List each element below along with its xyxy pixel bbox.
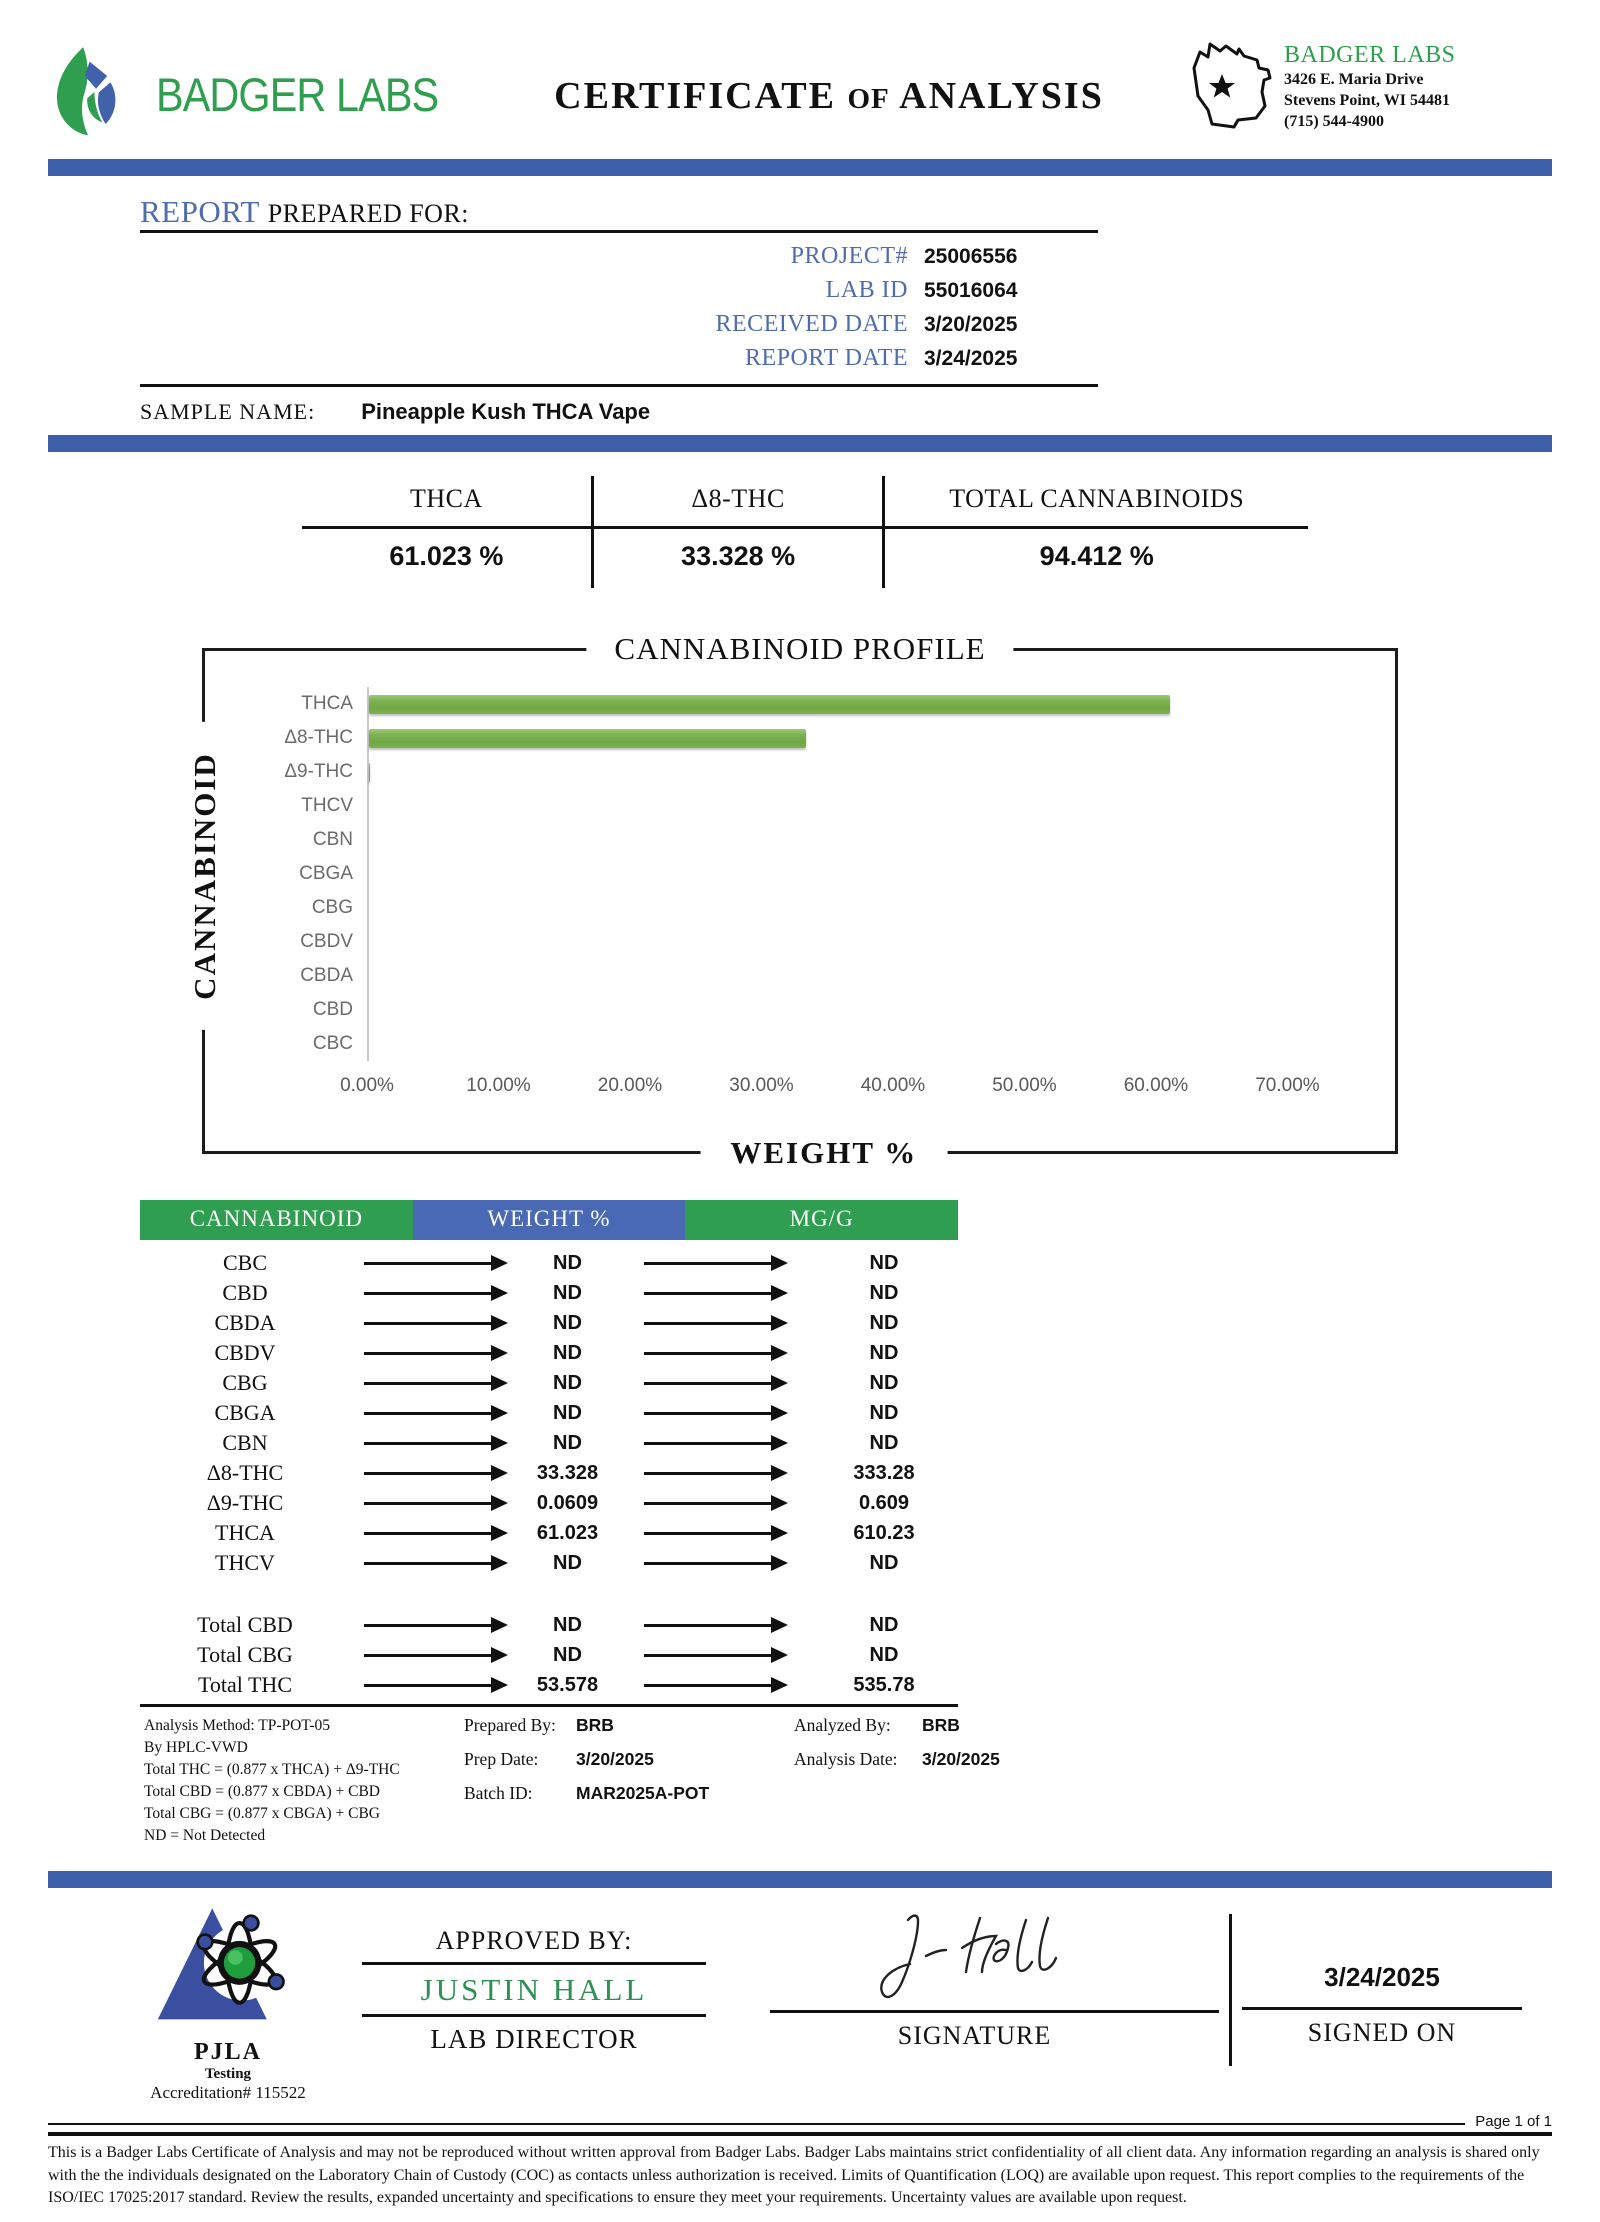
cannabinoid-name: CBN [222, 1430, 268, 1455]
mgg-value: ND [869, 1371, 899, 1394]
potency-summary [302, 476, 1308, 588]
chart-bar-area [367, 959, 1369, 993]
arrow-icon [644, 1562, 784, 1565]
cannabinoid-name: Δ8-THC [206, 1460, 284, 1485]
chart-tick-label: 60.00% [1123, 1075, 1189, 1096]
lab-id-label: LAB ID [825, 277, 908, 303]
brand-wordmark: BADGER LABS [156, 68, 439, 121]
chart-row [213, 823, 1369, 857]
pjla-accreditation-block [108, 1900, 348, 2103]
chart-bar-area [367, 891, 1369, 925]
table-header [140, 1200, 958, 1240]
table-row [140, 1428, 958, 1458]
weight-value: ND [553, 1551, 582, 1574]
arrow-icon [644, 1654, 784, 1657]
signed-date: 3/24/2025 [1324, 1962, 1440, 1992]
mgg-value: ND [869, 1643, 899, 1666]
weight-value: ND [553, 1613, 582, 1636]
arrow-icon [644, 1322, 784, 1325]
chart-bar [369, 729, 806, 748]
arrow-icon [644, 1502, 784, 1505]
document-title [478, 74, 1180, 118]
col-header-weight: WEIGHT % [413, 1200, 686, 1240]
divider-bar-bottom [48, 1871, 1552, 1888]
title-certificate: CERTIFICATE [554, 75, 836, 117]
mgg-value: 0.609 [858, 1491, 910, 1514]
weight-value: ND [553, 1311, 582, 1334]
prepared-by-label: Prepared By: [464, 1715, 556, 1735]
cannabinoid-name: CBD [222, 1280, 268, 1305]
arrow-icon [364, 1442, 504, 1445]
chart-bar-area [367, 857, 1369, 891]
table-row [140, 1640, 958, 1670]
cannabinoid-name: Total CBG [197, 1642, 293, 1667]
table-row [140, 1308, 958, 1338]
chart-bar-area [367, 993, 1369, 1027]
lab-phone: (715) 544-4900 [1284, 113, 1384, 131]
table-row [140, 1670, 958, 1700]
chart-plot [213, 687, 1369, 1061]
table-row [140, 1338, 958, 1368]
report-fields [140, 243, 1098, 372]
arrow-icon [364, 1532, 504, 1535]
summary-thca-label: THCA [302, 476, 594, 529]
weight-value: 33.328 [536, 1461, 599, 1484]
arrow-icon [364, 1262, 504, 1265]
weight-value: 61.023 [536, 1521, 599, 1544]
summary-total-value: 94.412 % [1039, 541, 1154, 571]
chart-category-label: CBN [312, 829, 353, 850]
table-row [140, 1488, 958, 1518]
weight-value: 53.578 [536, 1673, 599, 1696]
chart-bar-area [367, 823, 1369, 857]
chart-category-label: CBD [312, 999, 353, 1020]
analyzed-by-value: BRB [922, 1715, 960, 1735]
table-row [140, 1398, 958, 1428]
prepared-by-value: BRB [576, 1715, 614, 1735]
cannabinoid-name: THCA [215, 1520, 275, 1545]
method-line: Analysis Method: TP-POT-05 [144, 1717, 331, 1734]
weight-value: ND [553, 1341, 582, 1364]
weight-value: ND [553, 1643, 582, 1666]
pjla-logo-icon [149, 2019, 307, 2036]
lab-address-2: Stevens Point, WI 54481 [1284, 92, 1450, 110]
arrow-icon [364, 1382, 504, 1385]
chart-category-label: CBC [312, 1033, 353, 1054]
received-date-value: 3/20/2025 [924, 313, 1018, 336]
arrow-icon [644, 1352, 784, 1355]
sample-name-row [140, 399, 1098, 425]
lab-contact-block [1180, 26, 1552, 139]
chart-bar-area [367, 1027, 1369, 1061]
badger-labs-brand [48, 26, 478, 149]
report-section-title [140, 194, 1098, 230]
chart-row [213, 721, 1369, 755]
table-row [140, 1518, 958, 1548]
arrow-icon [364, 1562, 504, 1565]
received-date-label: RECEIVED DATE [715, 311, 908, 337]
chart-tick-label: 10.00% [466, 1075, 531, 1096]
report-date-label: REPORT DATE [745, 345, 908, 371]
chart-x-axis-label: WEIGHT % [700, 1135, 947, 1171]
weight-value: ND [553, 1431, 582, 1454]
arrow-icon [644, 1532, 784, 1535]
chart-category-label: THCA [301, 693, 353, 714]
table-row [140, 1368, 958, 1398]
table-bottom-rule [140, 1704, 958, 1707]
cannabinoid-name: CBDA [214, 1310, 276, 1335]
mgg-value: 535.78 [853, 1673, 915, 1696]
summary-d8thc-label: Δ8-THC [594, 476, 886, 529]
chart-category-label: CBG [311, 897, 353, 918]
cannabinoid-profile-chart [187, 631, 1398, 1170]
chart-category-label: CBDV [300, 931, 353, 952]
method-line: Total CBD = (0.877 x CBDA) + CBD [144, 1783, 380, 1800]
cannabinoid-name: CBG [222, 1370, 268, 1395]
cannabinoid-name: Total CBD [197, 1612, 293, 1637]
pjla-accreditation-number: Accreditation# 115522 [150, 2083, 306, 2102]
cannabinoid-name: CBGA [214, 1400, 276, 1425]
chart-category-label: Δ9-THC [284, 761, 353, 782]
chart-tick-label: 20.00% [597, 1075, 663, 1096]
batch-id-label: Batch ID: [464, 1783, 533, 1803]
prep-date-label: Prep Date: [464, 1749, 539, 1769]
chart-tick-label: 0.00% [340, 1075, 394, 1096]
cannabinoid-name: Total THC [198, 1672, 292, 1697]
chart-row [213, 925, 1369, 959]
chart-bar-area [367, 789, 1369, 823]
project-number-label: PROJECT# [790, 243, 908, 269]
report-rule-bottom [140, 384, 1098, 387]
signature-label: SIGNATURE [897, 2021, 1052, 2050]
weight-value: ND [553, 1251, 582, 1274]
arrow-icon [364, 1292, 504, 1295]
chart-row [213, 891, 1369, 925]
analysis-date-value: 3/20/2025 [922, 1749, 1000, 1769]
sample-name-label: SAMPLE NAME: [140, 399, 316, 424]
mgg-value: ND [869, 1311, 899, 1334]
table-row [140, 1278, 958, 1308]
chart-y-axis-label: CANNABINOID [187, 722, 223, 1030]
chart-row [213, 755, 1369, 789]
chart-row [213, 959, 1369, 993]
arrow-icon [364, 1654, 504, 1657]
chart-row [213, 1027, 1369, 1061]
cannabinoid-name: Δ9-THC [206, 1490, 284, 1515]
table-spacer [140, 1578, 958, 1610]
arrow-icon [364, 1352, 504, 1355]
approver-name: JUSTIN HALL [420, 1972, 648, 2007]
mgg-value: ND [869, 1613, 899, 1636]
disclaimer-text: This is a Badger Labs Certificate of Analysis and may not be reproduced without written approval from Badger Labs. Badger Labs maintains strict confidentiality of all client data. Any information regarding an analysis is shared only with the the individuals designated on the Laboratory Chain of Custody (COC) as contacts unless authorization is received. Limits of Quantification (LOQ) are available upon request. This report complies to the requirements of the ISO/IEC 17025:2017 standard. Review the results, expanded uncertainty and specifications to ensure they meet your requirements. Uncertainty values are available upon request. [48, 2144, 1540, 2207]
arrow-icon [364, 1472, 504, 1475]
arrow-icon [364, 1322, 504, 1325]
lab-name: BADGER LABS [1284, 42, 1456, 68]
chart-bar [369, 695, 1170, 714]
arrow-icon [364, 1684, 504, 1687]
chart-category-label: CBDA [300, 965, 353, 986]
mgg-value: ND [869, 1251, 899, 1274]
arrow-icon [364, 1412, 504, 1415]
cannabinoid-name: CBDV [214, 1340, 276, 1365]
prep-date-value: 3/20/2025 [576, 1749, 654, 1769]
summary-total-label: TOTAL CANNABINOIDS [885, 476, 1308, 529]
project-number-value: 25006556 [924, 245, 1018, 268]
mgg-value: ND [869, 1401, 899, 1424]
analyzed-block [794, 1715, 1000, 1783]
chart-row [213, 993, 1369, 1027]
report-rule-top [140, 230, 1098, 233]
method-line: By HPLC-VWD [144, 1739, 248, 1756]
chart-bar-area [367, 925, 1369, 959]
report-info-section [140, 194, 1098, 425]
summary-d8thc-value: 33.328 % [594, 529, 886, 588]
weight-value: 0.0609 [536, 1491, 599, 1514]
signature-image [720, 1904, 1229, 2010]
lab-address-1: 3426 E. Maria Drive [1284, 71, 1424, 88]
cannabinoid-name: CBC [222, 1250, 268, 1275]
mgg-value: ND [869, 1551, 899, 1574]
mgg-value: 610.23 [853, 1521, 915, 1544]
footer-thick-rule [48, 2132, 1552, 2136]
prepared-for-label: PREPARED FOR: [267, 199, 470, 228]
sample-name-value: Pineapple Kush THCA Vape [361, 399, 651, 424]
signed-on-block [1232, 1900, 1532, 2048]
title-of: OF [847, 83, 890, 115]
approved-by-label: APPROVED BY: [435, 1926, 633, 1955]
divider-bar-second [48, 435, 1552, 452]
analysis-date-label: Analysis Date: [794, 1749, 898, 1769]
pjla-name: PJLA [194, 2039, 262, 2065]
arrow-icon [644, 1382, 784, 1385]
chart-bar-area [367, 721, 1369, 755]
chart-bar [369, 763, 370, 782]
summary-thca-value: 61.023 % [302, 529, 594, 588]
title-analysis: ANALYSIS [899, 75, 1104, 117]
chart-tick-label: 70.00% [1255, 1075, 1320, 1096]
chart-tick-label: 30.00% [729, 1075, 794, 1096]
page-number: Page 1 of 1 [1475, 2113, 1552, 2130]
chart-bar-area [367, 755, 1369, 789]
table-body [140, 1240, 958, 1700]
approver-title: LAB DIRECTOR [430, 2024, 638, 2054]
col-header-mgg: MG/G [685, 1200, 958, 1240]
approved-by-block [348, 1926, 720, 2055]
arrow-icon [364, 1502, 504, 1505]
arrow-icon [364, 1624, 504, 1627]
cannabinoid-name: THCV [215, 1550, 275, 1575]
method-line: ND = Not Detected [144, 1827, 266, 1844]
signed-on-label: SIGNED ON [1307, 2018, 1457, 2047]
batch-id-value: MAR2025A-POT [576, 1783, 710, 1803]
wisconsin-map-icon [1180, 34, 1280, 139]
chart-bar-area [367, 687, 1369, 721]
pjla-testing-label: Testing [204, 2066, 252, 2082]
chart-title: CANNABINOID PROFILE [586, 631, 1013, 667]
table-row [140, 1248, 958, 1278]
col-header-cannabinoid: CANNABINOID [140, 1200, 413, 1240]
weight-value: ND [553, 1401, 582, 1424]
prepared-block [464, 1715, 729, 1817]
analysis-notes [144, 1715, 1552, 1847]
arrow-icon [644, 1624, 784, 1627]
badger-labs-leaf-icon [48, 40, 144, 149]
chart-tick-label: 50.00% [992, 1075, 1057, 1096]
mgg-value: ND [869, 1341, 899, 1364]
mgg-value: ND [869, 1281, 899, 1304]
divider-bar-top [48, 159, 1552, 176]
arrow-icon [644, 1472, 784, 1475]
cannabinoid-table [140, 1200, 958, 1707]
arrow-icon [644, 1684, 784, 1687]
weight-value: ND [553, 1371, 582, 1394]
report-date-value: 3/24/2025 [924, 347, 1018, 370]
chart-row [213, 857, 1369, 891]
method-line: Total CBG = (0.877 x CBGA) + CBG [144, 1805, 380, 1822]
arrow-icon [644, 1442, 784, 1445]
page-number-row [48, 2113, 1552, 2130]
footer-thin-rule [48, 2123, 1465, 2125]
method-notes [144, 1715, 444, 1847]
arrow-icon [644, 1262, 784, 1265]
table-row [140, 1548, 958, 1578]
chart-ticks [340, 1061, 1369, 1107]
mgg-value: ND [869, 1431, 899, 1454]
report-word: REPORT [140, 194, 260, 229]
chart-category-label: Δ8-THC [284, 727, 353, 748]
analyzed-by-label: Analyzed By: [794, 1715, 891, 1735]
method-line: Total THC = (0.877 x THCA) + Δ9-THC [144, 1761, 400, 1778]
arrow-icon [644, 1412, 784, 1415]
chart-row [213, 687, 1369, 721]
table-row [140, 1458, 958, 1488]
header [48, 26, 1552, 149]
table-row [140, 1610, 958, 1640]
arrow-icon [644, 1292, 784, 1295]
mgg-value: 333.28 [853, 1461, 915, 1484]
chart-row [213, 789, 1369, 823]
lab-id-value: 55016064 [924, 279, 1018, 302]
chart-tick-label: 40.00% [860, 1075, 926, 1096]
approval-section [108, 1900, 1532, 2103]
signature-block [720, 1904, 1229, 2051]
chart-category-label: THCV [301, 795, 353, 816]
chart-category-label: CBGA [299, 863, 353, 884]
weight-value: ND [553, 1281, 582, 1304]
